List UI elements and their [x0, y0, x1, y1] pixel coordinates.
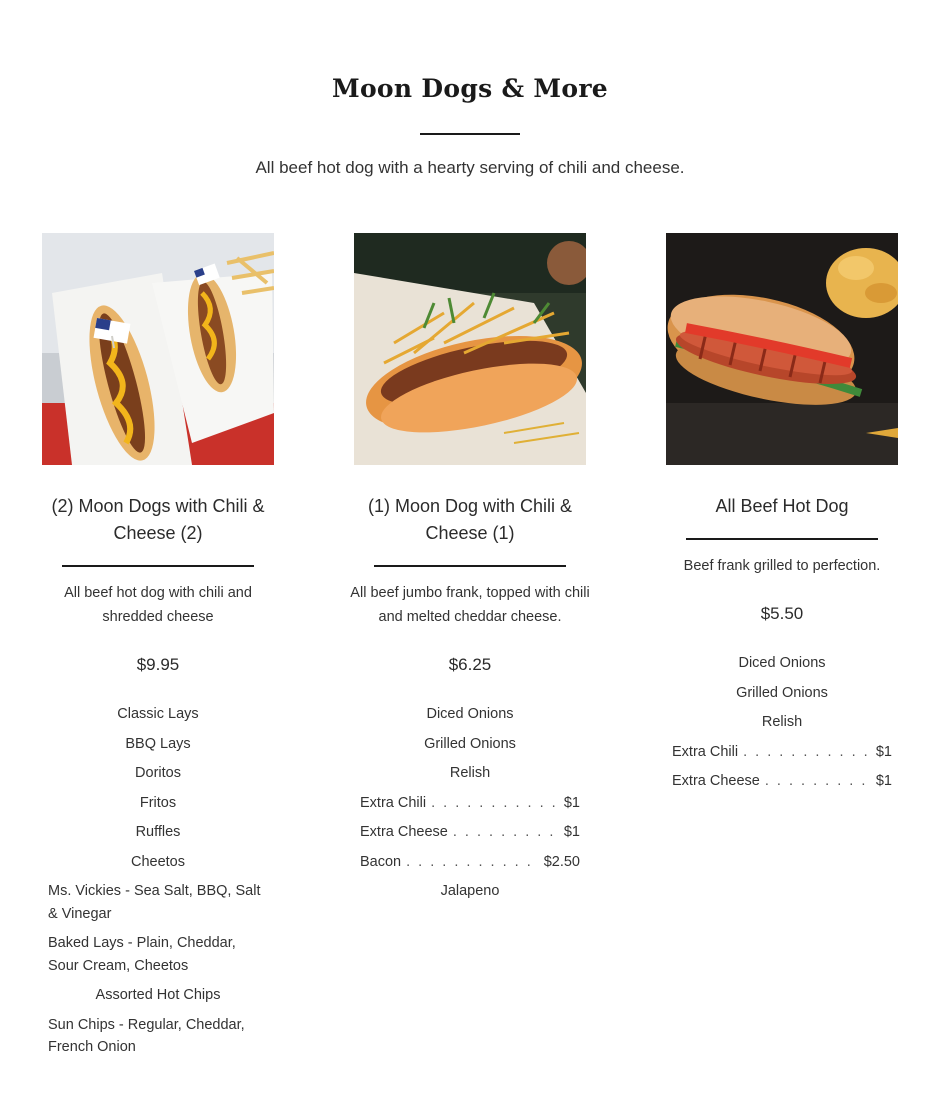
option-item-priced — [354, 792, 586, 815]
option-item: Ruffles — [135, 824, 181, 840]
option-item: Grilled Onions — [736, 684, 828, 701]
item-photo — [666, 233, 898, 465]
page-title: Moon Dogs & More — [331, 74, 608, 103]
item-name: (1) Moon Dog with Chili & Cheese (1) — [367, 496, 573, 543]
item-divider — [62, 565, 254, 567]
option-item: Assorted Hot Chips — [95, 987, 221, 1003]
option-price: $1 — [563, 824, 580, 840]
option-item: Relish — [761, 714, 803, 730]
menu-item-card — [42, 233, 274, 1066]
option-item-priced — [354, 821, 586, 844]
option-item: Baked Lays - Plain, Cheddar, Sour Cream, Cheetos — [48, 935, 236, 974]
option-label: Extra Cheese — [360, 824, 448, 840]
option-item: Grilled Onions — [424, 735, 516, 752]
leader-dots — [743, 741, 871, 764]
menu-item-card — [666, 233, 898, 800]
option-item: Jalapeno — [440, 883, 500, 899]
option-item: BBQ Lays — [125, 735, 191, 752]
option-item: Ms. Vickies - Sea Salt, BBQ, Salt & Vinegar — [48, 883, 261, 922]
item-photo — [354, 233, 586, 465]
option-item-priced — [666, 741, 898, 764]
option-item-priced — [354, 851, 586, 874]
item-options — [354, 703, 586, 903]
option-item: Sun Chips - Regular, Cheddar, French Onion — [48, 1016, 245, 1055]
option-item: Diced Onions — [426, 706, 514, 722]
option-price: $1 — [875, 743, 892, 760]
option-item: Fritos — [139, 794, 177, 811]
option-item: Diced Onions — [738, 655, 826, 671]
item-price: $5.50 — [760, 604, 804, 623]
item-options — [42, 703, 274, 1059]
item-name: All Beef Hot Dog — [715, 496, 849, 516]
leader-dots — [406, 851, 539, 874]
item-price: $9.95 — [136, 655, 180, 674]
page-subtitle: All beef hot dog with a hearty serving of chili and cheese. — [255, 158, 685, 177]
item-photo — [42, 233, 274, 465]
option-label: Extra Chili — [672, 743, 739, 760]
option-price: $1 — [875, 773, 892, 789]
item-divider — [374, 565, 566, 567]
option-item: Doritos — [135, 765, 181, 781]
title-divider — [420, 133, 520, 135]
item-name: (2) Moon Dogs with Chili & Cheese (2) — [51, 496, 265, 543]
leader-dots — [765, 770, 871, 793]
option-label: Extra Chili — [360, 794, 427, 811]
option-price: $2.50 — [543, 853, 580, 870]
item-divider — [686, 538, 878, 540]
item-description: All beef jumbo frank, topped with chili and melted cheddar cheese. — [350, 585, 590, 625]
option-label: Extra Cheese — [672, 773, 760, 789]
option-item-priced — [666, 770, 898, 793]
option-label: Bacon — [360, 853, 402, 870]
leader-dots — [453, 821, 559, 844]
item-price: $6.25 — [448, 655, 492, 674]
item-description: Beef frank grilled to perfection. — [683, 558, 881, 574]
item-options — [666, 652, 898, 793]
option-item: Cheetos — [130, 853, 185, 870]
leader-dots — [431, 792, 559, 815]
item-description: All beef hot dog with chili and shredded cheese — [64, 585, 252, 625]
menu-item-card — [350, 233, 590, 910]
option-price: $1 — [563, 794, 580, 811]
option-item: Classic Lays — [117, 706, 199, 722]
option-item: Relish — [449, 765, 491, 781]
